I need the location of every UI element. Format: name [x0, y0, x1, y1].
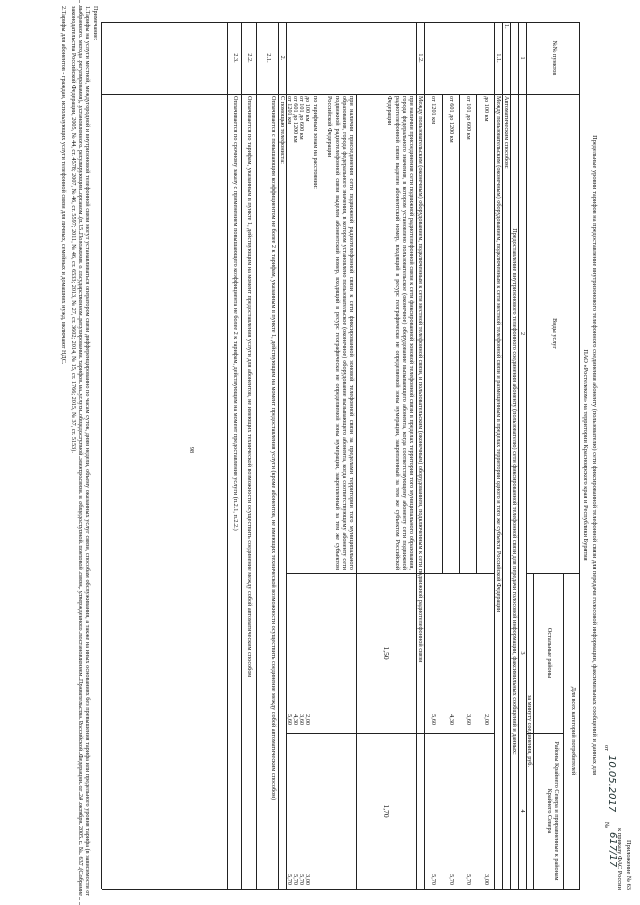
row-1-2-b-north-value: 3,00: [304, 874, 311, 885]
handwritten-number: 617/17: [607, 832, 618, 868]
row-1-number: 1.: [503, 24, 510, 29]
row-1-2-b-north-value: 5,70: [292, 874, 299, 885]
row-1-text: Автоматическим способом:: [503, 96, 510, 169]
row-1-2-b-distance-label: от 101 до 600 км: [298, 96, 305, 140]
row-2-1-text: Оплачивается с повышающим коэффициентом не более 2 к тарифам, указанным в пункте 1, действующим на момент предоставления услуги (кроме абонентов, не имеющих технической возможности осуществить соединение между собой автоматическим способом): [270, 96, 277, 801]
date-label: от: [603, 745, 610, 751]
row-1-1-distance-label: от 1201 км: [430, 96, 437, 125]
col-number-4: 4: [519, 809, 526, 813]
row-2-2-text: Оплачивается по тарифам, указанным в пункте 1, действующим на момент предоставления услуги для абонентов, не имеющих технической возможности осуществить соединение между собой автоматическим способом: [246, 96, 253, 678]
header-unit: за минуту соединения, руб.: [526, 694, 533, 767]
row-1-2-a-text: при наличии присоединения сети подвижной радиотелефонной связи к сети фиксированной зоновой телефонной связи в пределах территории того муниципального образования, города федерального значения, в котором установлено пользовательское (оконечное) оборудование вызывающего абонента, когда соответствующему абоненту сети подвижной радиотелефонной связи выделен абонентский номер, входящий в ресурс географически не определяемой зоны нумерации, закрепленный за тем же субъектом Российской Федерации: [386, 96, 415, 570]
row-1-1-other-value: 5,60: [430, 714, 437, 725]
row-1-1-north-value: 3,00: [483, 874, 490, 885]
row-1-1-distance-label: от 601 до 1200 км: [448, 96, 455, 143]
row-1-2-number: 1.2.: [417, 53, 424, 63]
row-2-2-number: 2.2.: [246, 53, 253, 63]
scan-edge-line: [78, 0, 80, 905]
row-1-2-b-north-value: 5,70: [298, 874, 305, 885]
row-1-2-a-other-value: 1,50: [382, 646, 391, 660]
row-1-2-b-other-value: 3,60: [298, 714, 305, 725]
row-1-1-other-value: 3,60: [465, 714, 472, 725]
header-all-consumers: Для всех категорий потребителей: [570, 686, 577, 776]
row-2-3-number: 2.3.: [232, 53, 239, 63]
note-1: 1.Тарифы на услуги местной, междугородной и внутризоновой телефонной связи могут устанавливаться оператором связи дифференцированно по часам суток, дням недели, объему оказанных услуг связи, способам обслуживания, а также на иных основаниях без превышения тарифа или предельного уровня тарифа (в зависимости от выбранного метода регулирования), установленного регулирующим органом (п.15 Положения о государственном регулировании тарифов на услуги общедоступной электросвязи и общедоступной почтовой связи, утвержденного постановлением Правительства Российской Федерации от 24 октября 2005 г. № 637 (Собрание законодательства Российской Федерации, 2005, № 44, ст. 4578; 2007, № 46, ст. 5597; 2011, № 46, ст. 6533; 2013, № 27, ст. 3602; 2014, № 15, ст. 1766; 2015, № 37, ст. 5153).: [69, 6, 91, 896]
row-1-1-north-value: 5,70: [465, 874, 472, 885]
row-1-2-b-other-value: 4,30: [292, 714, 299, 725]
appendix-number: Приложение № 63: [625, 840, 632, 890]
row-1-2-b-north-value: 5,70: [286, 874, 293, 885]
page-number: 98: [188, 446, 195, 454]
row-1-2-b-distance-label: до 100 км: [304, 96, 311, 122]
row-1-2-b-text: при наличии присоединения сети подвижной радиотелефонной связи к сети фиксированной зоновой телефонной связи за пределами территории того муниципального образования, города федерального значения, в котором установлено пользовательское (оконечное) оборудование вызывающего абонента, когда соответствующему абоненту сети подвижной радиотелефонной связи выделен абонентский номер, входящий в ресурс географически не определяемой зоны нумерации, закрепленный за тем же субъектом Российской Федерации: [326, 96, 355, 570]
row-1-1-other-value: 4,30: [448, 714, 455, 725]
handwritten-date: 10.05.2017: [606, 755, 617, 813]
row-1-2-b-distance-label: от 601 до 1200 км: [292, 96, 299, 143]
header-service-types: Виды услуг: [551, 318, 558, 349]
row-1-1-number: 1.1.: [495, 53, 502, 63]
row-1-2-b-other-value: 5,60: [286, 714, 293, 725]
row-1-2-b-distance-label: от 1201 км: [286, 96, 293, 125]
row-2-1-number: 2.1.: [265, 53, 272, 63]
row-1-1-north-value: 5,70: [448, 874, 455, 885]
row-1-1-other-value: 2,00: [483, 714, 490, 725]
row-1-1-distance-label: до 100 км: [483, 96, 490, 122]
row-1-1-distance-label: от 101 до 600 км: [465, 96, 472, 140]
notes-heading: Примечание:: [92, 6, 99, 41]
row-1-2-b-distance-intro: по тарифным зонам на расстоянии:: [312, 96, 319, 189]
section-title: Предоставление внутризонового телефонного соединения абоненту (пользователю) сети фиксированной телефонной связи для передачи голосовой информации, факсимильных сообщений и данных:: [511, 228, 518, 755]
document-subtitle: ПАО «Ростелеком» на территории Красноярского края и Республики Бурятия: [582, 349, 589, 561]
document-title: Предельные уровни тарифов на предоставление внутризонового телефонного соединения абоненту (пользователю) сети фиксированной телефонной связи для передачи голосовой информации, факсимильных сообщений и данных для: [591, 135, 598, 775]
header-item-number: №№ пунктов: [551, 40, 558, 76]
note-2: 2.Тарифы для абонентов - граждан, использующих услуги телефонной связи для личных, семейных и домашних нужд, включают НДС.: [60, 6, 67, 365]
col-number-1: 1: [519, 56, 526, 60]
row-2-3-text: Оплачивается по срочному заказу с применением повышающего коэффициента не более 2 к тарифам, действующим на момент предоставления услуги (п.2.1, п.2.2.): [232, 96, 239, 531]
order-reference: к приказу ФАС России: [616, 828, 623, 890]
row-2-text: С помощью телефониста:: [279, 96, 286, 164]
row-1-2-a-north-value: 1,70: [382, 804, 391, 818]
header-far-north-regions: Районы Крайнего Севера и приравненные к районам Крайнего Севера: [545, 741, 560, 881]
row-1-2-text: Между пользовательским (оконечным) оборудованием, подключенным к сети местной телефонной связи, и пользовательским (оконечным) оборудованием, подключенным к сети подвижной радиотелефонной связи: [417, 96, 424, 663]
col-number-3: 3: [519, 651, 526, 655]
header-other-regions: Остальные районы: [546, 627, 553, 679]
row-2-number: 2.: [279, 55, 286, 61]
number-label: №: [603, 822, 610, 829]
row-1-1-text: Между пользовательским (оконечным) оборудованием, подключенным к сети местной телефонной связи и размещенным в пределах территории одного и того же субъекта Российской Федерации: [495, 96, 502, 613]
row-1-1-north-value: 5,70: [430, 874, 437, 885]
col-number-2: 2: [519, 331, 526, 336]
row-1-2-b-other-value: 2,00: [304, 714, 311, 725]
